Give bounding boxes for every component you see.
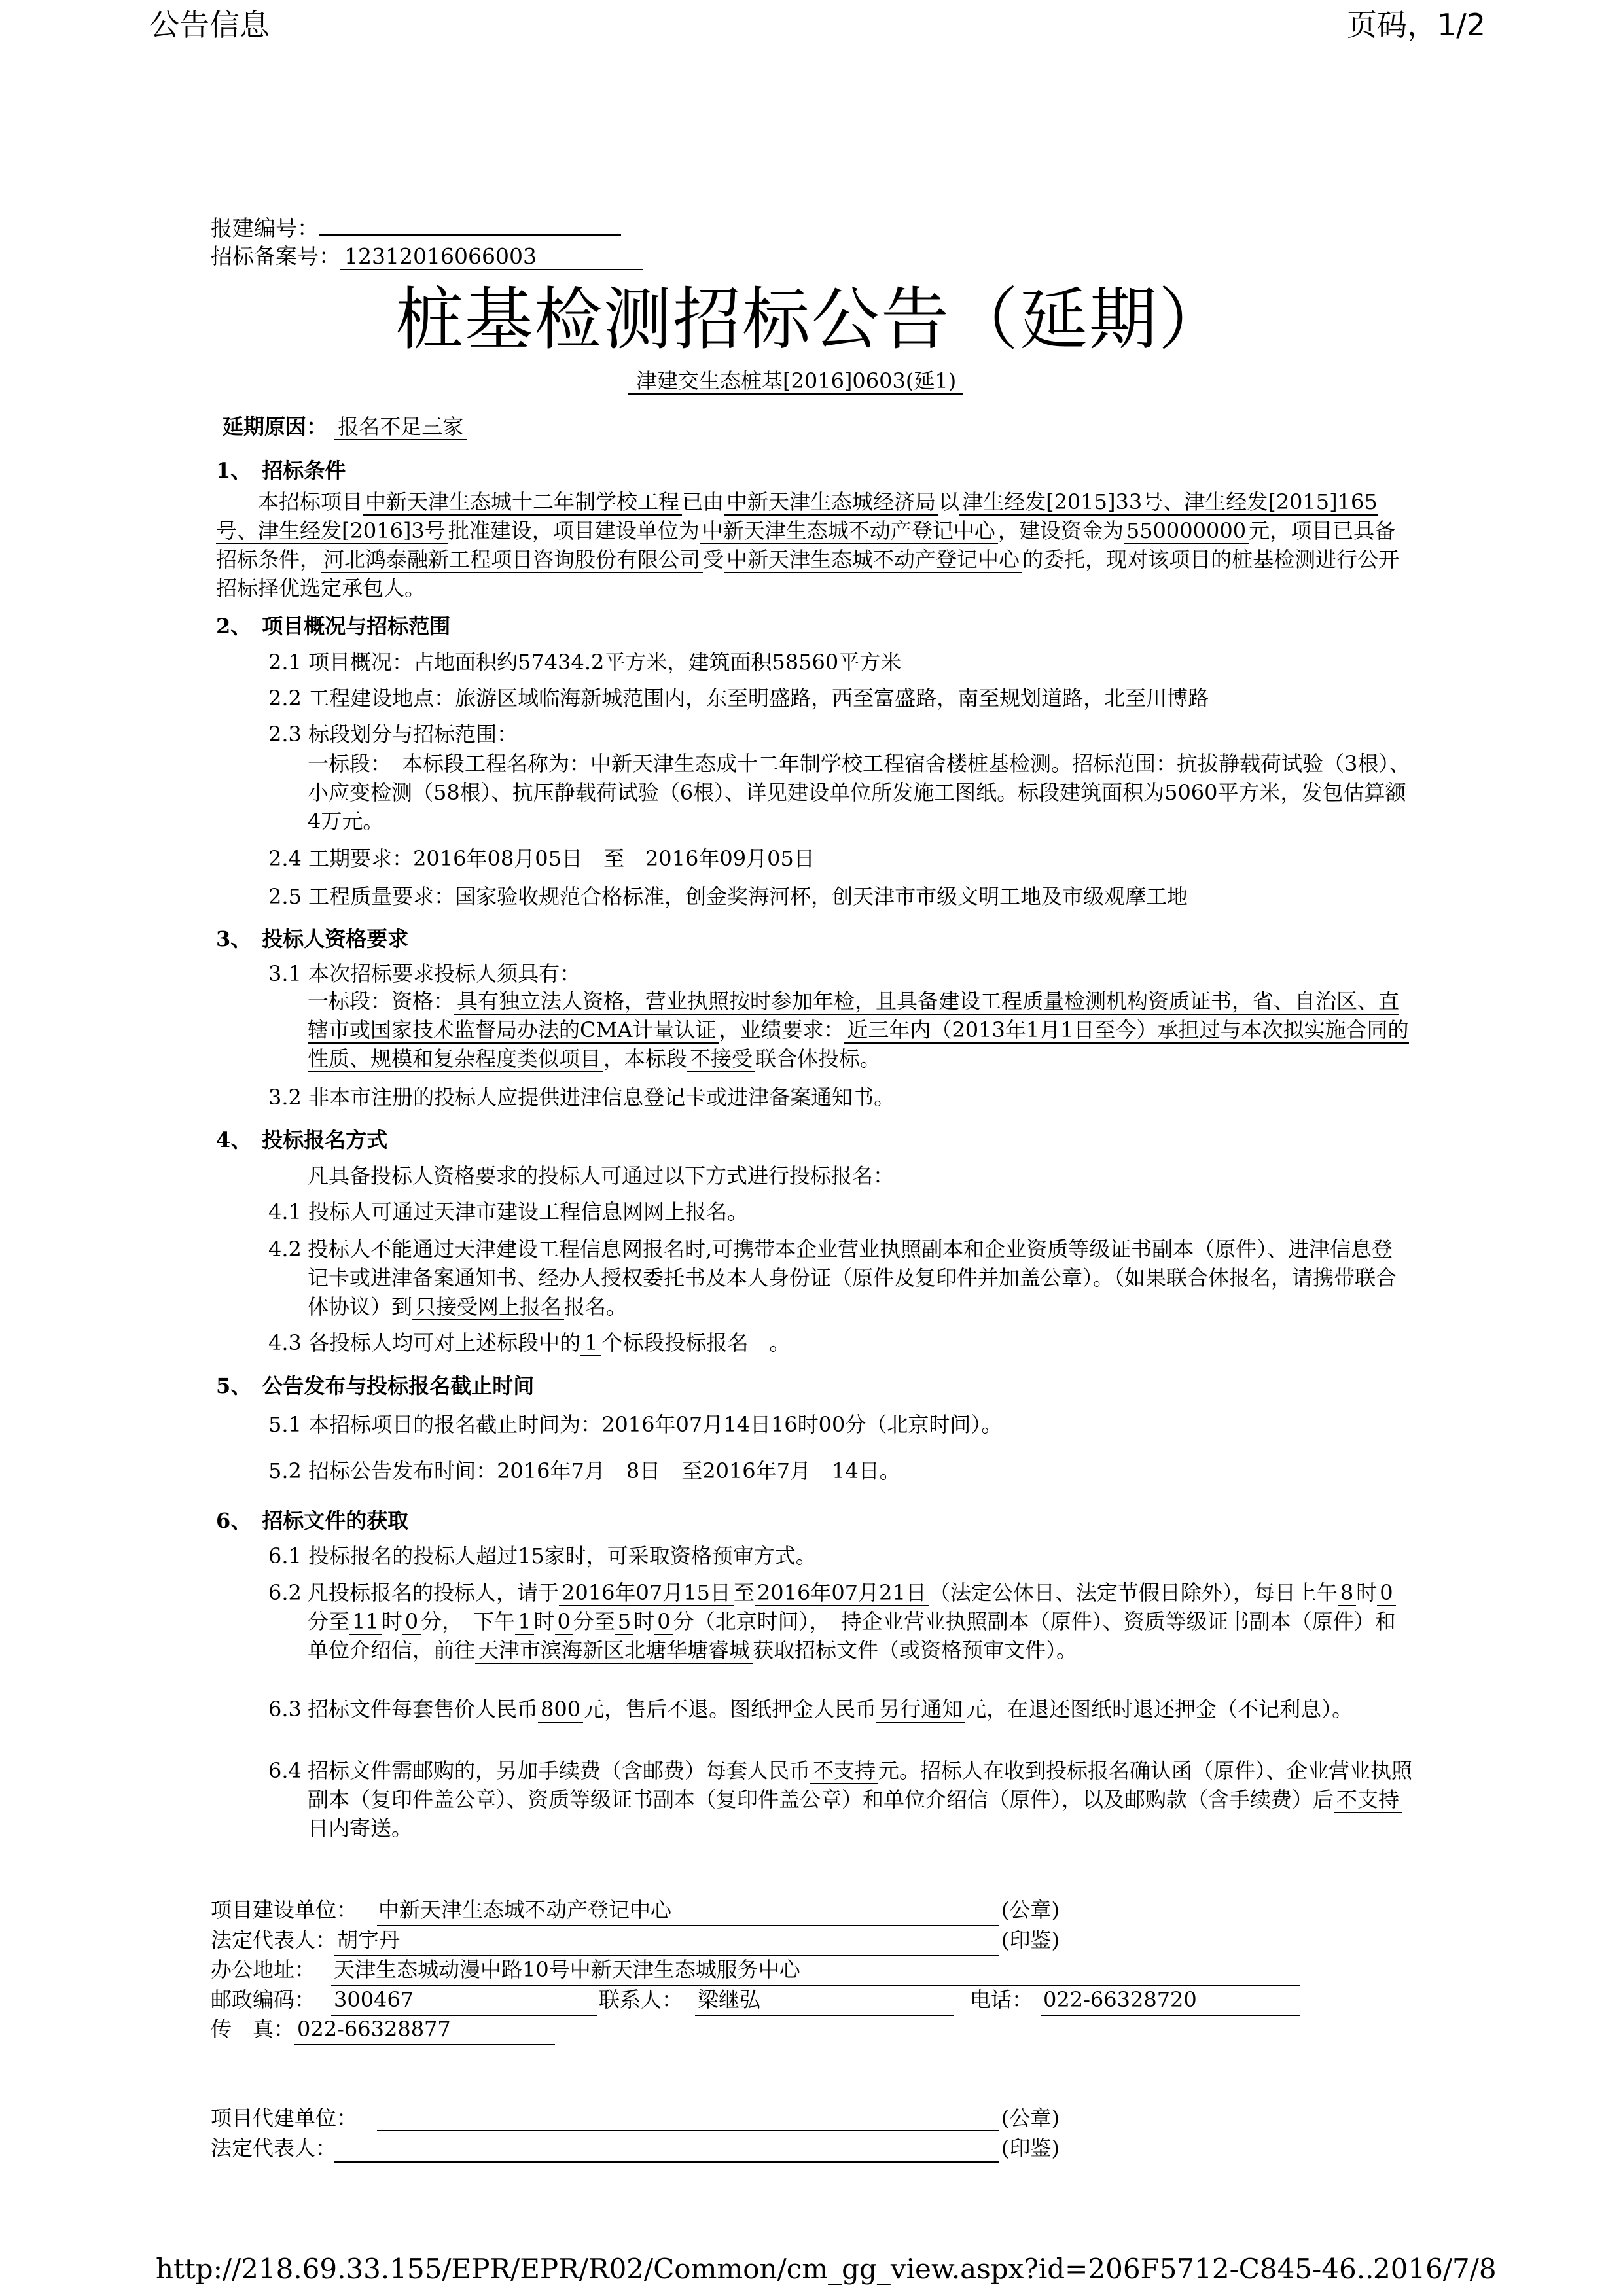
s6-text: 时 [533, 1609, 555, 1634]
item-3-1-detail [308, 987, 1414, 1073]
agent: 河北鸿泰融新工程项目咨询股份有限公司 [321, 547, 703, 573]
section-2-heading: 2、 项目概况与招标范围 [216, 614, 451, 639]
doc-number [628, 366, 963, 395]
item-4-3 [268, 1328, 790, 1357]
item-3-1: 3.1 本次招标要求投标人须具有： [268, 961, 581, 986]
s5-num: 5.1 [268, 1412, 302, 1437]
end-date: 2016年07月21日 [755, 1580, 929, 1606]
start-date: 2016年07月15日 [559, 1580, 734, 1606]
addr-value: 天津生态城动漫中路10号中新天津生态城服务中心 [334, 1957, 800, 1982]
approval-docs: 津生经发[2015]33号、津生经发[2015]165号、津生经发[2016]3号 [216, 489, 1378, 543]
s6-text: 时 [381, 1609, 402, 1634]
deadline-text: 本招标项目的报名截止时间为：2016年07月14日16时00分（北京时间）。 [308, 1412, 1003, 1437]
s1-text: 的委托，现对该项目的桩基检测进行公开招标择优选定承包人。 [216, 547, 1400, 601]
agent-label: 项目代建单位： [211, 2106, 358, 2130]
fax-label: 传 真： [211, 2017, 295, 2041]
agent-rep-stamp: (印鉴) [1001, 2136, 1060, 2161]
s1-text: 以 [938, 489, 960, 514]
s6-text: 元，在退还图纸时退还押金（不记利息）。 [965, 1697, 1353, 1722]
bid-record-label: 招标备案号： [211, 243, 340, 269]
delay-row [223, 412, 467, 441]
rep-label: 法定代表人： [211, 1928, 337, 1952]
item-3-2: 3.2 非本市注册的投标人应提供进津信息登记卡或进津备案通知书。 [268, 1085, 895, 1110]
owner-seal: (公章) [1001, 1898, 1060, 1922]
register-place: 只接受网上报名 [412, 1294, 564, 1320]
s3-text: ，本标段 [603, 1046, 688, 1071]
s6-text: 招标文件每套售价人民币 [308, 1697, 539, 1722]
owner-label: 项目建设单位： [211, 1898, 358, 1922]
am-end-min: 0 [402, 1609, 421, 1635]
mail-days: 不支持 [1334, 1787, 1402, 1813]
fund-amount: 550000000 [1124, 518, 1249, 544]
rep-stamp: (印鉴) [1001, 1928, 1060, 1952]
item-5-1 [268, 1410, 1002, 1439]
contact-label: 联系人： [599, 1987, 683, 2012]
lot-count: 1 [580, 1330, 601, 1356]
s6-text: 元。招标人在收到投标报名确认函（原件）、企业营业执照副本（复印件盖公章）、资质等级证书副本（复印件盖公章）和单位介绍信（原件），以及邮购款（含手续费）后 [308, 1758, 1413, 1812]
agent-rep-label: 法定代表人： [211, 2136, 337, 2161]
item-6-2-num: 6.2 [268, 1580, 302, 1605]
section-5-heading: 5、 公告发布与投标报名截止时间 [216, 1373, 535, 1398]
s6-text: 至 [329, 1609, 350, 1634]
agent-rep-line [334, 2161, 999, 2163]
build-no-label: 报建编号： [211, 215, 319, 241]
s4-text: 个标段投标报名 。 [601, 1330, 791, 1355]
contact-value: 梁继弘 [698, 1987, 761, 2012]
s6-text: 时 [633, 1609, 655, 1634]
delay-reason: 报名不足三家 [334, 414, 467, 440]
item-2-2: 2.2 工程建设地点：旅游区域临海新城范围内，东至明盛路，西至富盛路，南至规划道路，北至川博路 [268, 686, 1209, 711]
owner: 中新天津生态城不动产登记中心 [700, 518, 998, 544]
s6-text: 分， 下午 [421, 1609, 516, 1634]
pm-end-min: 0 [654, 1609, 673, 1635]
page-title: 桩基检测招标公告（延期） [395, 279, 1228, 359]
item-4-2 [308, 1235, 1414, 1321]
am-start-min: 0 [1377, 1580, 1395, 1606]
s3-text: ，业绩要求： [719, 1017, 845, 1042]
build-no-row [211, 211, 621, 242]
agent-seal: (公章) [1001, 2106, 1060, 2130]
pickup-place: 天津市滨海新区北塘华塘睿城 [475, 1638, 753, 1664]
consortium: 不接受 [687, 1046, 755, 1072]
page-number: 页码，1/2 [1347, 7, 1486, 43]
rep-value: 胡宇丹 [337, 1928, 401, 1952]
s6-text: 至 [733, 1580, 755, 1605]
delay-label: 延期原因： [223, 414, 328, 439]
item-2-4: 2.4 工期要求：2016年08月05日 至 2016年09月05日 [268, 846, 815, 871]
publish-text: 招标公告发布时间：2016年7月 8日 至2016年7月 14日。 [308, 1458, 901, 1483]
s5-num: 5.2 [268, 1458, 302, 1483]
section-1-heading: 1、 招标条件 [216, 458, 346, 483]
section-6-heading: 6、 招标文件的获取 [216, 1508, 409, 1533]
s6-text: （法定公休日、法定节假日除外），每日上午 [929, 1580, 1338, 1605]
fax-value: 022-66328877 [297, 2017, 451, 2041]
item-6-3 [308, 1695, 1414, 1723]
client: 中新天津生态城不动产登记中心 [724, 547, 1022, 573]
s1-text: ，建设资金为 [997, 518, 1124, 543]
pm-start-hour: 1 [515, 1609, 533, 1635]
footer-date: 2016/7/8 [1373, 2253, 1497, 2285]
page-header-left: 公告信息 [149, 7, 270, 43]
item-4-1: 4.1 投标人可通过天津市建设工程信息网网上报名。 [268, 1199, 749, 1224]
doc-number-text: 津建交生态桩基[2016]0603(延1) [628, 368, 963, 395]
tel-line [1041, 2015, 1300, 2016]
s6-text: 招标文件需邮购的，另加手续费（含邮费）每套人民币 [308, 1758, 811, 1783]
build-no-value [319, 234, 621, 236]
project-name: 中新天津生态城十二年制学校工程 [363, 489, 682, 516]
s4-text: 报名。 [564, 1294, 628, 1319]
item-6-3-num: 6.3 [268, 1697, 302, 1722]
s1-text: 批准建设，项目建设单位为 [448, 518, 700, 543]
s3-text: 联合体投标。 [755, 1046, 882, 1071]
approver: 中新天津生态城经济局 [724, 489, 938, 516]
zip-label: 邮政编码： [211, 1987, 316, 2012]
owner-line [377, 1925, 999, 1926]
am-start-hour: 8 [1338, 1580, 1356, 1606]
pm-end-hour: 5 [615, 1609, 633, 1635]
drawing-deposit: 另行通知 [876, 1697, 965, 1723]
item-5-2 [268, 1457, 901, 1485]
s1-text: 已由 [682, 489, 724, 514]
item-4-2-num: 4.2 [268, 1237, 302, 1262]
addr-label: 办公地址： [211, 1957, 316, 1982]
pm-start-min: 0 [555, 1609, 573, 1635]
section-4-intro: 凡具备投标人资格要求的投标人可通过以下方式进行投标报名： [308, 1163, 895, 1188]
item-6-1: 6.1 投标报名的投标人超过15家时，可采取资格预审方式。 [268, 1544, 817, 1568]
footer-url: http://218.69.33.155/EPR/EPR/R02/Common/cm_gg_view.aspx?id=206F5712-C845-46... [156, 2253, 1383, 2285]
s6-text: 分 [308, 1609, 329, 1634]
s1-text: 元，项目已具备招标条件， [216, 518, 1396, 572]
tel-value: 022-66328720 [1043, 1987, 1197, 2012]
section-4-heading: 4、 投标报名方式 [216, 1127, 388, 1152]
item-6-4 [308, 1756, 1414, 1843]
item-2-5: 2.5 工程质量要求：国家验收规范合格标准，创金奖海河杯，创天津市市级文明工地及市级观摩工地 [268, 884, 1188, 909]
s1-text: 本招标项目 [258, 489, 363, 514]
item-2-1: 2.1 项目概况：占地面积约57434.2平方米，建筑面积58560平方米 [268, 650, 902, 675]
agent-line [377, 2130, 999, 2131]
owner-value: 中新天津生态城不动产登记中心 [378, 1898, 672, 1922]
fax-line [294, 2044, 555, 2045]
s6-text: 获取招标文件（或资格预审文件）。 [753, 1638, 1078, 1663]
qualification: 具有独立法人资格，营业执照按时参加年检，且具备建设工程质量检测机构资质证书，省、自治区、直辖市或国家技术监督局办法的CMA计量认证 [308, 989, 1400, 1042]
item-2-3-detail: 一标段： 本标段工程名称为：中新天津生态成十二年制学校工程宿舍楼桩基检测。招标范围：抗拔静载荷试验（3根）、小应变检测（58根）、抗压静载荷试验（6根）、详见建设单位所发施工图纸。标段建筑面积为5060平方米，发包估算额4万元。 [308, 751, 1410, 834]
s6-text: 凡投标报名的投标人，请于 [308, 1580, 560, 1605]
section-3-heading: 3、 投标人资格要求 [216, 927, 409, 951]
s6-text: 元，售后不退。图纸押金人民币 [583, 1697, 877, 1722]
s4-text: 4.3 各投标人均可对上述标段中的 [268, 1330, 581, 1355]
contact-line [695, 2015, 954, 2016]
doc-price: 800 [538, 1697, 583, 1723]
tel-label: 电话： [970, 1987, 1033, 2012]
s6-text: 分 [573, 1609, 594, 1634]
s6-text: 分（北京时间）， 持企业营业执照副本（原件）、资质等级证书副本（原件）和单位介绍信，前往 [308, 1609, 1396, 1663]
section-1-body [216, 487, 1414, 603]
s6-text: 日内寄送。 [308, 1816, 413, 1841]
am-end-hour: 11 [349, 1609, 382, 1635]
s4-text: 投标人不能通过天津建设工程信息网报名时,可携带本企业营业执照副本和企业资质等级证书副本（原件）、进津信息登记卡或进津备案通知书、经办人授权委托书及本人身份证（原件及复印件并加盖公章）。（如果联合体报名，请携带联合体协议）到 [308, 1237, 1397, 1319]
s6-text: 至 [594, 1609, 615, 1634]
s6-text: 时 [1356, 1580, 1378, 1605]
s1-text: 受 [703, 547, 724, 572]
mail-fee: 不支持 [810, 1758, 878, 1784]
s3-text: 一标段：资格： [308, 989, 455, 1014]
bid-record-value: 12312016066003 [340, 244, 643, 270]
item-6-2 [308, 1578, 1414, 1665]
item-2-3: 2.3 标段划分与招标范围： [268, 722, 518, 747]
item-6-4-num: 6.4 [268, 1758, 302, 1783]
performance-req: 近三年内（2013年1月1日至今）承担过与本次拟实施合同的性质、规模和复杂程度类似项目 [308, 1017, 1409, 1071]
zip-value: 300467 [334, 1987, 414, 2012]
